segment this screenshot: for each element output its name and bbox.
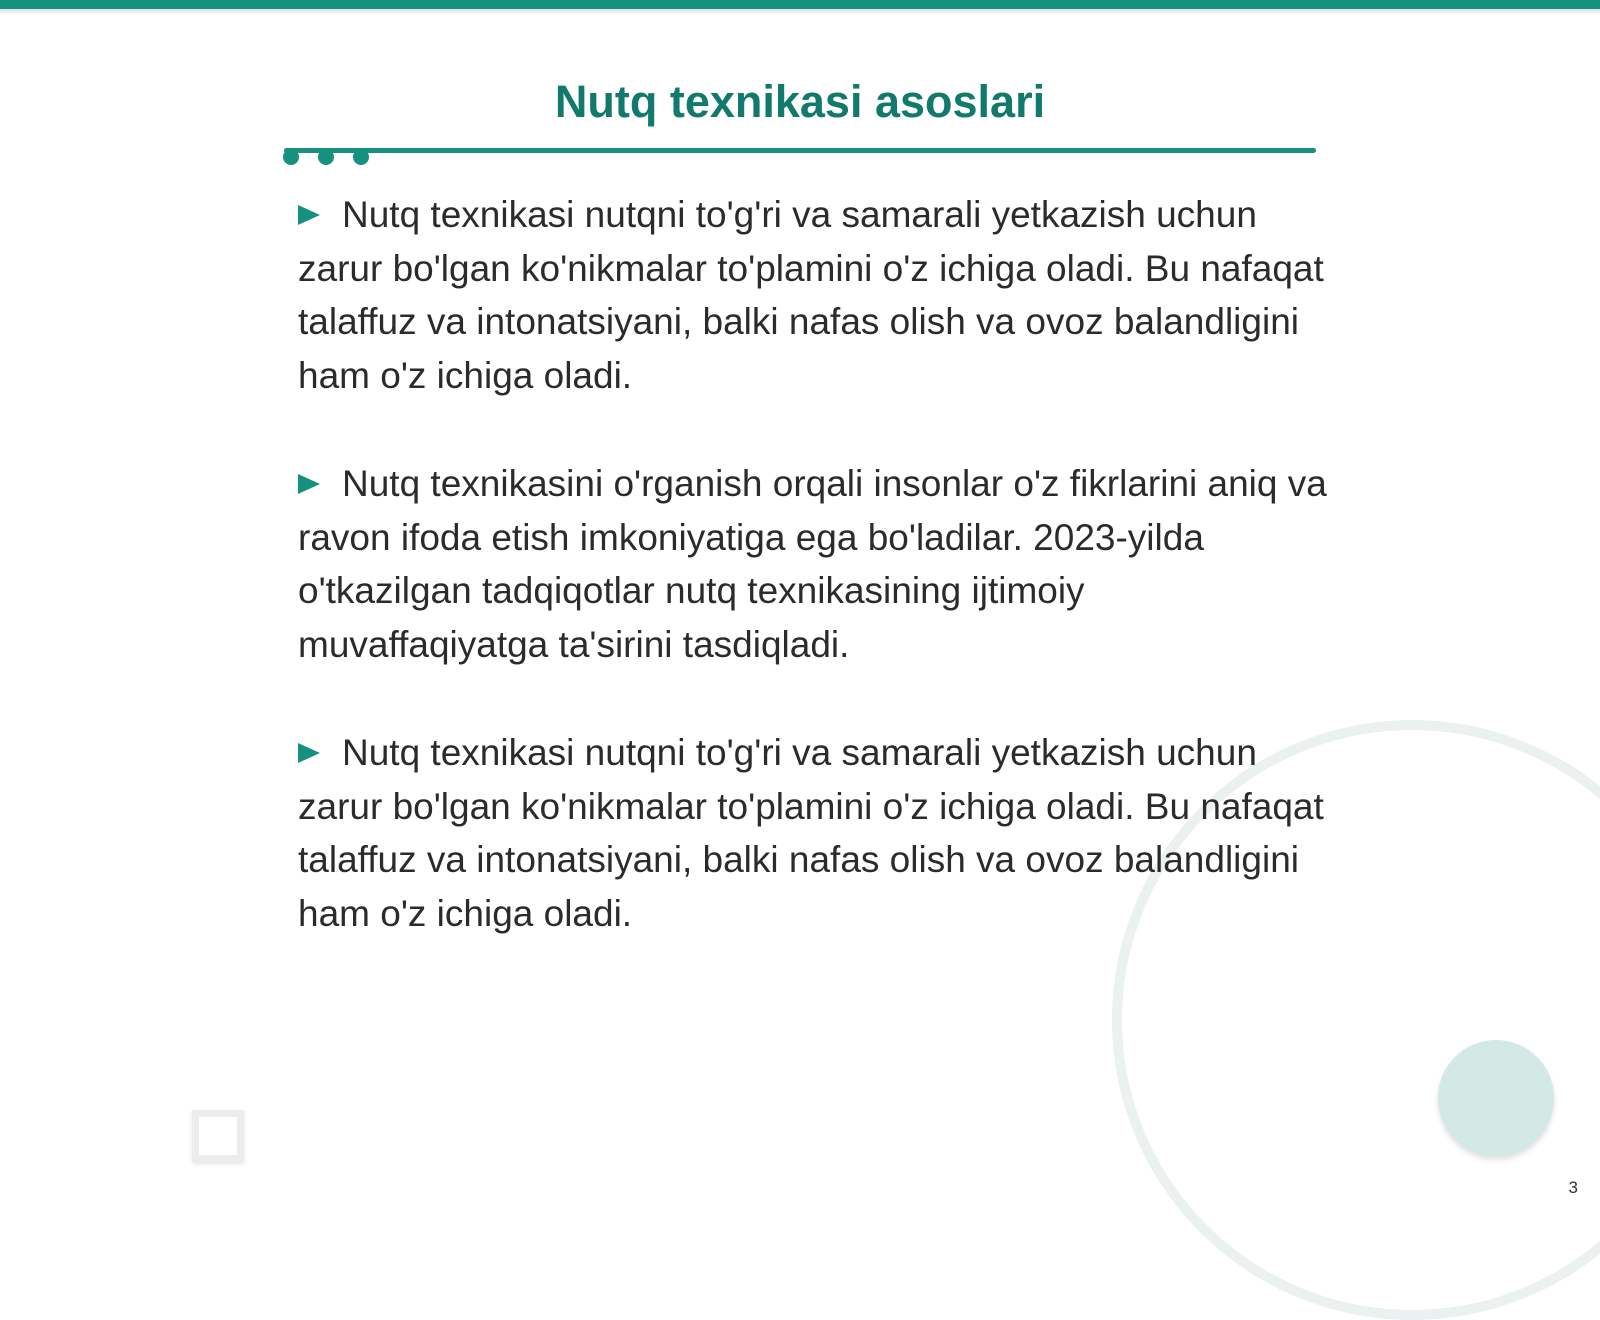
- page-number: 3: [1568, 1178, 1578, 1197]
- bullet-paragraph: [298, 457, 1338, 671]
- decorative-square: [192, 1110, 244, 1162]
- slide-title: Nutq texnikasi asoslari: [554, 76, 1046, 127]
- dot-icon: [353, 149, 369, 165]
- top-bar-shadow: [0, 9, 1600, 15]
- paragraph-text: Nutq texnikasini o'rganish orqali insonlar o'z fikrlarini aniq va ravon ifoda etish imkoniyatiga ega bo'ladilar. 2023-yilda o'tkazilgan tadqiqotlar nutq texnikasining ijtimoiy muvaffaqiyatga ta'sirini tasdiqladi.: [298, 463, 1327, 665]
- dot-icon: [318, 149, 334, 165]
- dot-icon: [283, 149, 299, 165]
- bullet-list: [298, 188, 1338, 995]
- bullet-paragraph: [298, 188, 1338, 402]
- top-accent-bar: [0, 0, 1600, 9]
- triangle-right-icon: [298, 205, 320, 225]
- decorative-circle: [1438, 1040, 1554, 1156]
- bullet-paragraph: [298, 726, 1338, 940]
- triangle-right-icon: [298, 743, 320, 763]
- title-underline: [284, 148, 1316, 153]
- triangle-right-icon: [298, 474, 320, 494]
- paragraph-text: Nutq texnikasi nutqni to'g'ri va samarali yetkazish uchun zarur bo'lgan ko'nikmalar to'plamini o'z ichiga oladi. Bu nafaqat talaffuz va intonatsiyani, balki nafas olish va ovoz balandligini ham o'z ichiga oladi.: [298, 732, 1324, 934]
- paragraph-text: Nutq texnikasi nutqni to'g'ri va samarali yetkazish uchun zarur bo'lgan ko'nikmalar to'plamini o'z ichiga oladi. Bu nafaqat talaffuz va intonatsiyani, balki nafas olish va ovoz balandligini ham o'z ichiga oladi.: [298, 194, 1324, 396]
